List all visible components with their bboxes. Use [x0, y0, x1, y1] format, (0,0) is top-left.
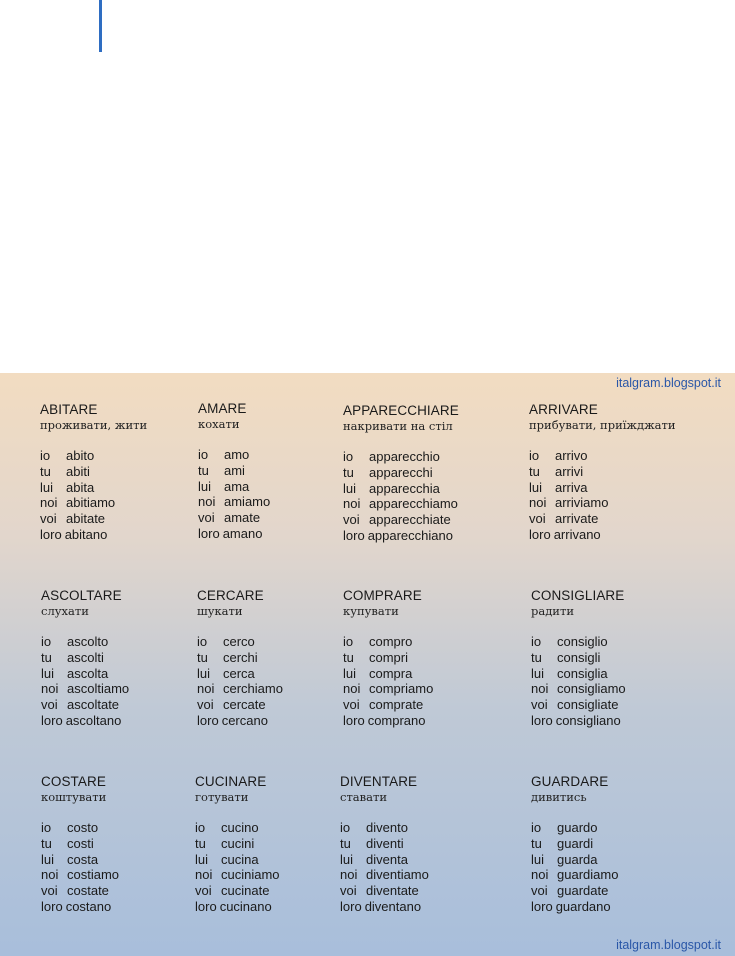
verb-form: cerco — [223, 634, 255, 649]
verb-block — [531, 587, 626, 729]
verb-block — [41, 773, 119, 915]
pronoun: lui — [41, 851, 55, 867]
pronoun: loro — [340, 898, 362, 914]
pronoun: voi — [195, 883, 212, 899]
pronoun: tu — [340, 835, 351, 851]
pronoun: loro — [41, 712, 63, 728]
verb-translation: дивитись — [531, 790, 587, 804]
verb-name: COSTARE — [41, 774, 106, 789]
pronoun: tu — [197, 649, 208, 665]
conj-row — [41, 867, 119, 883]
verb-form: arriviamo — [555, 495, 609, 511]
pronoun: io — [195, 820, 206, 835]
verb-form: guardo — [557, 820, 598, 835]
pronoun: voi — [531, 697, 548, 713]
verb-form: comprate — [369, 697, 424, 713]
pronoun: noi — [340, 867, 358, 883]
pronoun: io — [531, 634, 542, 649]
verb-block — [531, 773, 618, 915]
conj-row — [41, 899, 119, 915]
conj-row — [41, 820, 119, 836]
verb-name: AMARE — [198, 401, 247, 416]
pronoun: loro — [343, 527, 365, 543]
verb-name: DIVENTARE — [340, 774, 418, 789]
verb-form: ascoltiamo — [67, 681, 130, 697]
verb-block — [197, 587, 283, 729]
verb-form: costano — [65, 898, 112, 914]
conj-row — [198, 526, 270, 542]
verb-form: cerchiamo — [223, 681, 283, 697]
conj-row — [343, 528, 459, 544]
margin-rule — [99, 0, 102, 52]
verb-form: cercate — [223, 697, 266, 713]
pronoun: io — [197, 634, 208, 649]
verb-form: compri — [369, 649, 409, 665]
verb-translation: слухати — [41, 604, 89, 618]
pronoun: noi — [41, 681, 59, 697]
verb-form: abitate — [66, 511, 106, 527]
conjugation-list — [197, 634, 283, 729]
verb-form: consigli — [557, 649, 601, 665]
conj-row — [531, 852, 618, 868]
pronoun: tu — [41, 649, 52, 665]
verb-form: ama — [224, 478, 250, 494]
verb-form: abita — [66, 479, 95, 495]
conj-row — [41, 836, 119, 852]
verb-form: cucinano — [219, 898, 272, 914]
conj-row — [531, 697, 626, 713]
verb-form: guardi — [557, 835, 594, 851]
conj-row — [41, 883, 119, 899]
verb-block — [40, 401, 147, 543]
pronoun: noi — [343, 681, 361, 697]
pronoun: tu — [41, 835, 52, 851]
pronoun: lui — [40, 479, 54, 495]
conj-row — [195, 836, 280, 852]
verb-name: COMPRARE — [343, 588, 422, 603]
conj-row — [340, 899, 429, 915]
pronoun: io — [529, 448, 540, 463]
verb-form: diventano — [364, 898, 422, 914]
verb-form: cuciniamo — [221, 867, 280, 883]
conj-row — [41, 634, 129, 650]
verb-form: divento — [366, 820, 408, 835]
verb-translation: кохати — [198, 417, 240, 431]
verb-translation: накривати на стіл — [343, 419, 453, 433]
verb-form: consigliano — [555, 712, 621, 728]
verb-translation: шукати — [197, 604, 243, 618]
pronoun: loro — [531, 712, 553, 728]
conj-row — [197, 713, 283, 729]
pronoun: lui — [531, 665, 545, 681]
verb-block — [343, 587, 433, 729]
conj-row — [343, 697, 433, 713]
verb-form: cercano — [221, 712, 268, 728]
pronoun: io — [340, 820, 351, 835]
conj-row — [41, 681, 129, 697]
verb-form: guardate — [557, 883, 609, 899]
verb-form: guardano — [555, 898, 611, 914]
verb-form: cucino — [221, 820, 259, 835]
pronoun: noi — [197, 681, 215, 697]
verb-form: consiglia — [557, 665, 608, 681]
conj-row — [198, 479, 270, 495]
pronoun: io — [343, 449, 354, 464]
verb-form: consiglio — [557, 634, 608, 649]
pronoun: io — [531, 820, 542, 835]
conj-row — [531, 634, 626, 650]
verb-name: ARRIVARE — [529, 402, 598, 417]
verb-form: apparecchia — [369, 480, 440, 496]
verb-form: compra — [369, 665, 413, 681]
verb-form: amate — [224, 510, 261, 526]
conj-row — [40, 480, 147, 496]
pronoun: noi — [343, 496, 361, 512]
conj-row — [531, 681, 626, 697]
conjugation-list — [340, 820, 429, 915]
watermark-bottom: italgram.blogspot.it — [616, 938, 721, 952]
verb-translation: коштувати — [41, 790, 107, 804]
pronoun: lui — [529, 479, 543, 495]
pronoun: voi — [41, 697, 58, 713]
verb-form: abitano — [64, 526, 108, 542]
verb-form: diventiamo — [366, 867, 429, 883]
pronoun: noi — [198, 494, 216, 510]
verb-translation: купувати — [343, 604, 399, 618]
verb-form: consigliate — [557, 697, 619, 713]
verb-block — [340, 773, 429, 915]
pronoun: tu — [529, 463, 540, 479]
conj-row — [531, 650, 626, 666]
verb-block — [529, 401, 676, 543]
pronoun: noi — [531, 681, 549, 697]
conj-row — [197, 697, 283, 713]
verb-form: cucina — [221, 851, 259, 867]
pronoun: voi — [531, 883, 548, 899]
verb-form: amiamo — [224, 494, 271, 510]
verb-form: apparecchiano — [367, 527, 453, 543]
watermark-top: italgram.blogspot.it — [616, 376, 721, 390]
pronoun: loro — [198, 525, 220, 541]
conj-row — [197, 681, 283, 697]
conj-row — [529, 464, 676, 480]
pronoun: lui — [340, 851, 354, 867]
pronoun: io — [41, 820, 52, 835]
verb-block — [195, 773, 280, 915]
verb-block — [41, 587, 129, 729]
conj-row — [531, 820, 618, 836]
verb-form: arrivate — [555, 511, 599, 527]
verb-form: arrivo — [555, 448, 588, 463]
verb-form: abitiamo — [66, 495, 116, 511]
pronoun: tu — [531, 649, 542, 665]
pronoun: lui — [343, 665, 357, 681]
conj-row — [529, 511, 676, 527]
verb-form: guardiamo — [557, 867, 619, 883]
conjugation-list — [195, 820, 280, 915]
verb-form: ascolto — [67, 634, 109, 649]
conj-row — [41, 713, 129, 729]
verb-form: abito — [66, 448, 95, 463]
conj-row — [340, 883, 429, 899]
pronoun: lui — [343, 480, 357, 496]
conj-row — [343, 681, 433, 697]
conj-row — [340, 867, 429, 883]
pronoun: voi — [41, 883, 58, 899]
verb-name: ASCOLTARE — [41, 588, 122, 603]
verb-form: comprano — [367, 712, 426, 728]
conjugation-list — [531, 634, 626, 729]
verb-form: cerca — [223, 665, 255, 681]
conj-row — [531, 899, 618, 915]
pronoun: loro — [195, 898, 217, 914]
conj-row — [195, 899, 280, 915]
verb-form: ascoltate — [67, 697, 120, 713]
verb-form: costi — [67, 835, 94, 851]
pronoun: lui — [197, 665, 211, 681]
conj-row — [529, 480, 676, 496]
verb-block — [343, 402, 459, 544]
verb-translation: проживати, жити — [40, 418, 148, 432]
conjugation-list — [529, 448, 676, 543]
verb-name: APPARECCHIARE — [343, 403, 459, 418]
verb-form: costa — [67, 851, 99, 867]
pronoun: noi — [531, 867, 549, 883]
verb-form: cerchi — [223, 649, 258, 665]
conj-row — [41, 697, 129, 713]
conjugation-list — [41, 634, 129, 729]
pronoun: voi — [340, 883, 357, 899]
verb-form: arrivano — [553, 526, 601, 542]
conj-row — [340, 852, 429, 868]
pronoun: io — [343, 634, 354, 649]
conj-row — [40, 448, 147, 464]
conj-row — [198, 494, 270, 510]
conj-row — [531, 666, 626, 682]
verb-form: costate — [67, 883, 109, 899]
conj-row — [41, 666, 129, 682]
pronoun: voi — [40, 511, 57, 527]
conjugation-list — [343, 449, 459, 544]
conj-row — [197, 650, 283, 666]
pronoun: lui — [531, 851, 545, 867]
conj-row — [343, 650, 433, 666]
conj-row — [40, 495, 147, 511]
pronoun: voi — [529, 511, 546, 527]
verb-form: consigliamo — [557, 681, 626, 697]
conj-row — [343, 512, 459, 528]
pronoun: loro — [531, 898, 553, 914]
conj-row — [343, 465, 459, 481]
pronoun: tu — [195, 835, 206, 851]
conj-row — [41, 852, 119, 868]
pronoun: voi — [197, 697, 214, 713]
conj-row — [40, 527, 147, 543]
pronoun: noi — [529, 495, 547, 511]
conj-row — [531, 836, 618, 852]
conjugation-list — [41, 820, 119, 915]
verb-form: diventa — [366, 851, 408, 867]
conj-row — [198, 510, 270, 526]
verb-form: diventate — [366, 883, 419, 899]
verb-name: CONSIGLIARE — [531, 588, 625, 603]
conj-row — [197, 666, 283, 682]
pronoun: voi — [343, 512, 360, 528]
verb-form: ascolti — [67, 649, 104, 665]
verb-translation: радити — [531, 604, 574, 618]
pronoun: noi — [40, 495, 58, 511]
pronoun: lui — [198, 478, 212, 494]
verb-form: apparecchi — [369, 464, 433, 480]
pronoun: loro — [40, 526, 62, 542]
pronoun: io — [198, 447, 209, 462]
pronoun: tu — [198, 462, 209, 478]
verb-translation: прибувати, приїжджати — [529, 418, 676, 432]
conj-row — [343, 713, 433, 729]
pronoun: noi — [195, 867, 213, 883]
conjugation-list — [531, 820, 618, 915]
verb-form: amo — [224, 447, 250, 462]
conj-row — [195, 820, 280, 836]
verb-name: GUARDARE — [531, 774, 609, 789]
conjugation-list — [198, 447, 270, 542]
conj-row — [343, 634, 433, 650]
pronoun: io — [40, 448, 51, 463]
verb-form: compriamo — [369, 681, 434, 697]
pronoun: lui — [195, 851, 209, 867]
verb-form: arrivi — [555, 463, 584, 479]
verb-form: cucinate — [221, 883, 270, 899]
verb-form: costo — [67, 820, 99, 835]
conj-row — [343, 481, 459, 497]
verb-form: compro — [369, 634, 413, 649]
verb-form: ascolta — [67, 665, 109, 681]
conj-row — [197, 634, 283, 650]
verb-form: apparecchio — [369, 449, 440, 464]
verb-form: apparecchiamo — [369, 496, 458, 512]
conj-row — [40, 464, 147, 480]
conj-row — [343, 666, 433, 682]
pronoun: tu — [40, 463, 51, 479]
pronoun: loro — [41, 898, 63, 914]
verb-name: CERCARE — [197, 588, 264, 603]
conj-row — [529, 448, 676, 464]
verb-form: abiti — [66, 463, 90, 479]
pronoun: tu — [531, 835, 542, 851]
verb-form: apparecchiate — [369, 512, 451, 528]
pronoun: io — [41, 634, 52, 649]
conj-row — [195, 883, 280, 899]
pronoun: lui — [41, 665, 55, 681]
verb-form: ami — [224, 462, 245, 478]
conj-row — [198, 447, 270, 463]
conj-row — [41, 650, 129, 666]
verb-form: amano — [222, 525, 263, 541]
verb-form: diventi — [366, 835, 404, 851]
pronoun: loro — [197, 712, 219, 728]
pronoun: tu — [343, 649, 354, 665]
verb-translation: готувати — [195, 790, 249, 804]
conj-row — [340, 820, 429, 836]
conj-row — [531, 883, 618, 899]
conjugation-list — [40, 448, 147, 543]
conj-row — [343, 449, 459, 465]
conj-row — [529, 495, 676, 511]
verb-form: costiamo — [67, 867, 120, 883]
conj-row — [343, 496, 459, 512]
conj-row — [195, 867, 280, 883]
verb-name: CUCINARE — [195, 774, 267, 789]
conj-row — [340, 836, 429, 852]
conj-row — [195, 852, 280, 868]
verb-form: cucini — [221, 835, 255, 851]
conj-row — [40, 511, 147, 527]
pronoun: loro — [343, 712, 365, 728]
verb-block — [198, 400, 270, 542]
pronoun: loro — [529, 526, 551, 542]
pronoun: voi — [198, 510, 215, 526]
verb-translation: ставати — [340, 790, 388, 804]
conjugation-list — [343, 634, 433, 729]
pronoun: tu — [343, 464, 354, 480]
pronoun: voi — [343, 697, 360, 713]
conj-row — [531, 713, 626, 729]
conj-row — [531, 867, 618, 883]
pronoun: noi — [41, 867, 59, 883]
conjugation-panel — [0, 373, 735, 956]
conj-row — [198, 463, 270, 479]
verb-form: ascoltano — [65, 712, 122, 728]
conj-row — [529, 527, 676, 543]
verb-name: ABITARE — [40, 402, 98, 417]
verb-form: guarda — [557, 851, 598, 867]
verb-form: arriva — [555, 479, 588, 495]
